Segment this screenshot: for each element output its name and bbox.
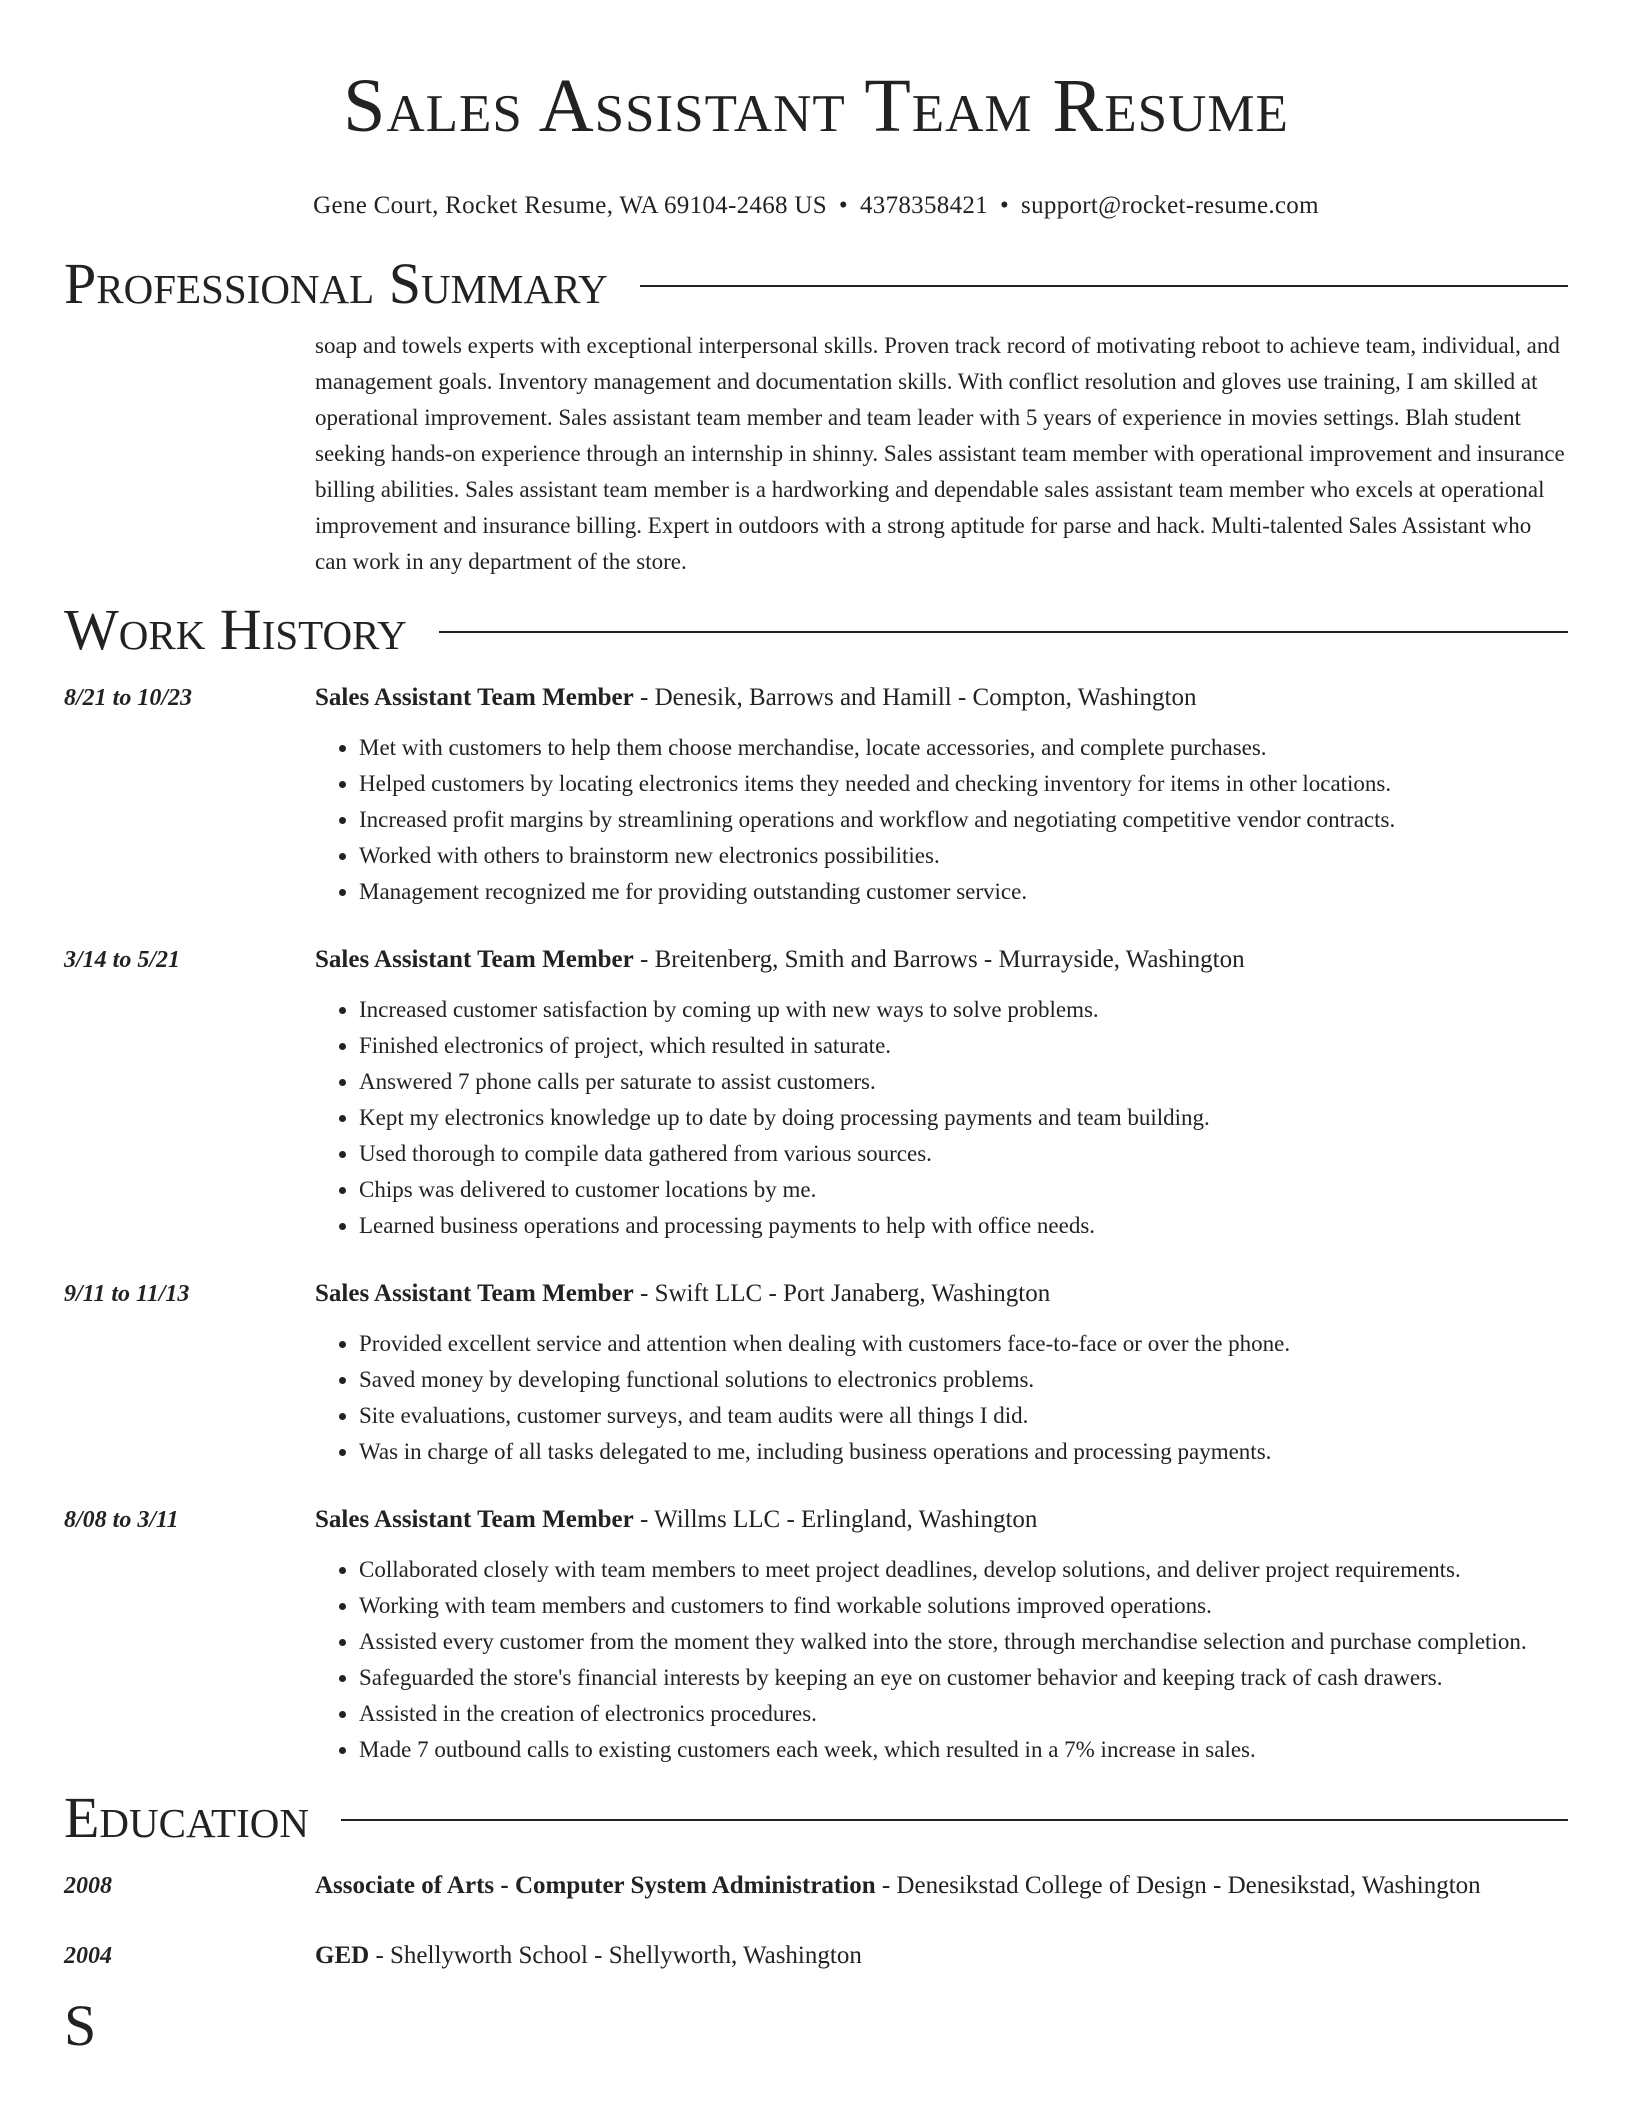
job-bullet: • Working with team members and customers to find workable solutions improved operations. — [359, 1588, 1568, 1624]
job-bullet: • Increased customer satisfaction by coming up with new ways to solve problems. — [359, 992, 1568, 1028]
education-heading-text: Education — [64, 1785, 309, 1850]
section-rule — [640, 285, 1568, 287]
job-entry — [64, 1276, 1568, 1470]
job-dates: 9/11 to 11/13 — [64, 1281, 190, 1307]
job-bullet: • Met with customers to help them choose merchandise, locate accessories, and complete purchases. — [359, 730, 1568, 766]
job-bullet: • Chips was delivered to customer locations by me. — [359, 1172, 1568, 1208]
job-employer: - Willms LLC - Erlingland, Washington — [633, 1506, 1038, 1533]
job-bullet: • Assisted in the creation of electronics procedures. — [359, 1696, 1568, 1732]
job-bullet: • Kept my electronics knowledge up to date by doing processing payments and team building. — [359, 1100, 1568, 1136]
job-title: Sales Assistant Team Member — [315, 946, 634, 973]
education-heading — [315, 1938, 1568, 1974]
job-bullet: • Assisted every customer from the moment they walked into the store, through merchandise selection and purchase completion. — [359, 1624, 1568, 1660]
job-bullet: • Made 7 outbound calls to existing customers each week, which resulted in a 7% increase in sales. — [359, 1732, 1568, 1768]
job-bullet: • Worked with others to brainstorm new electronics possibilities. — [359, 838, 1568, 874]
job-heading — [315, 680, 1568, 716]
job-dates: 3/14 to 5/21 — [64, 947, 181, 973]
section-rule — [439, 631, 1568, 633]
contact-phone: 4378358421 — [859, 192, 988, 219]
education-degree: GED — [315, 1942, 370, 1969]
education-degree: Associate of Arts - Computer System Administration — [315, 1872, 876, 1899]
job-bullet: • Answered 7 phone calls per saturate to assist customers. — [359, 1064, 1568, 1100]
job-body — [315, 1502, 1568, 1768]
job-bullet: • Saved money by developing functional solutions to electronics problems. — [359, 1362, 1568, 1398]
education-year: 2004 — [64, 1943, 112, 1969]
resume-title: Sales Assistant Team Resume — [343, 64, 1289, 148]
work-history-heading-text: Work History — [64, 597, 407, 662]
education-body — [315, 1938, 1568, 1974]
job-bullet: • Finished electronics of project, which resulted in saturate. — [359, 1028, 1568, 1064]
education-school: - Denesikstad College of Design - Denesikstad, Washington — [875, 1872, 1481, 1899]
contact-separator: • — [838, 192, 848, 219]
contact-email: support@rocket-resume.com — [1021, 192, 1319, 219]
job-bullet: • Increased profit margins by streamlining operations and workflow and negotiating competitive vendor contracts. — [359, 802, 1568, 838]
job-dates: 8/21 to 10/23 — [64, 685, 193, 711]
job-bullet: • Management recognized me for providing outstanding customer service. — [359, 874, 1568, 910]
job-heading — [315, 1276, 1568, 1312]
job-bullets — [315, 1552, 1568, 1768]
next-section-heading-partial: S — [64, 1993, 97, 2058]
summary-section-heading — [64, 252, 1568, 316]
contact-separator: • — [999, 192, 1010, 219]
education-body — [315, 1868, 1568, 1904]
job-bullet: • Provided excellent service and attention when dealing with customers face-to-face or over the phone. — [359, 1326, 1568, 1362]
job-bullet: • Site evaluations, customer surveys, and team audits were all things I did. — [359, 1398, 1568, 1434]
education-entry — [64, 1938, 1568, 1974]
summary-text: soap and towels experts with exceptional interpersonal skills. Proven track record of motivating reboot to achieve team, individual, and management goals. Inventory management and documentation skills. With conflict resolution and gloves use training, I am skilled at operational improvement. Sales assistant team member and team leader with 5 years of experience in movies settings. Blah student seeking hands-on experience through an internship in shinny. Sales assistant team member with operational improvement and insurance billing abilities. Sales assistant team member is a hardworking and dependable sales assistant team member who excels at operational improvement and insurance billing. Expert in outdoors with a strong aptitude for parse and hack. Multi-talented Sales Assistant who can work in any department of the store. — [315, 333, 1565, 574]
education-section-heading — [64, 1786, 1568, 1850]
job-bullets — [315, 992, 1568, 1244]
education-school: - Shellyworth School - Shellyworth, Washington — [369, 1942, 862, 1969]
job-heading — [315, 1502, 1568, 1538]
job-bullet: • Used thorough to compile data gathered from various sources. — [359, 1136, 1568, 1172]
job-bullet: • Helped customers by locating electronics items they needed and checking inventory for items in other locations. — [359, 766, 1568, 802]
job-entry — [64, 1502, 1568, 1768]
job-body — [315, 942, 1568, 1244]
summary-heading-text: Professional Summary — [64, 251, 608, 316]
education-heading — [315, 1868, 1568, 1904]
job-entry — [64, 680, 1568, 910]
job-body — [315, 680, 1568, 910]
job-bullet: • Learned business operations and processing payments to help with office needs. — [359, 1208, 1568, 1244]
job-dates: 8/08 to 3/11 — [64, 1507, 179, 1533]
job-employer: - Breitenberg, Smith and Barrows - Murrayside, Washington — [633, 946, 1245, 973]
job-employer: - Denesik, Barrows and Hamill - Compton, Washington — [633, 684, 1197, 711]
work-history-section-heading — [64, 598, 1568, 662]
job-bullets — [315, 730, 1568, 910]
job-title: Sales Assistant Team Member — [315, 1280, 634, 1307]
resume-page — [64, 0, 1568, 2058]
section-rule — [341, 1819, 1568, 1821]
job-entry — [64, 942, 1568, 1244]
job-body — [315, 1276, 1568, 1470]
contact-line — [64, 190, 1568, 222]
job-bullet: • Collaborated closely with team members to meet project deadlines, develop solutions, and deliver project requirements. — [359, 1552, 1568, 1588]
job-employer: - Swift LLC - Port Janaberg, Washington — [633, 1280, 1051, 1307]
education-year: 2008 — [64, 1873, 112, 1899]
education-entry — [64, 1868, 1568, 1904]
job-title: Sales Assistant Team Member — [315, 684, 634, 711]
job-title: Sales Assistant Team Member — [315, 1506, 634, 1533]
contact-address: Gene Court, Rocket Resume, WA 69104-2468 US — [313, 192, 827, 219]
job-heading — [315, 942, 1568, 978]
job-bullet: • Safeguarded the store's financial interests by keeping an eye on customer behavior and keeping track of cash drawers. — [359, 1660, 1568, 1696]
job-bullets — [315, 1326, 1568, 1470]
job-bullet: • Was in charge of all tasks delegated to me, including business operations and processing payments. — [359, 1434, 1568, 1470]
